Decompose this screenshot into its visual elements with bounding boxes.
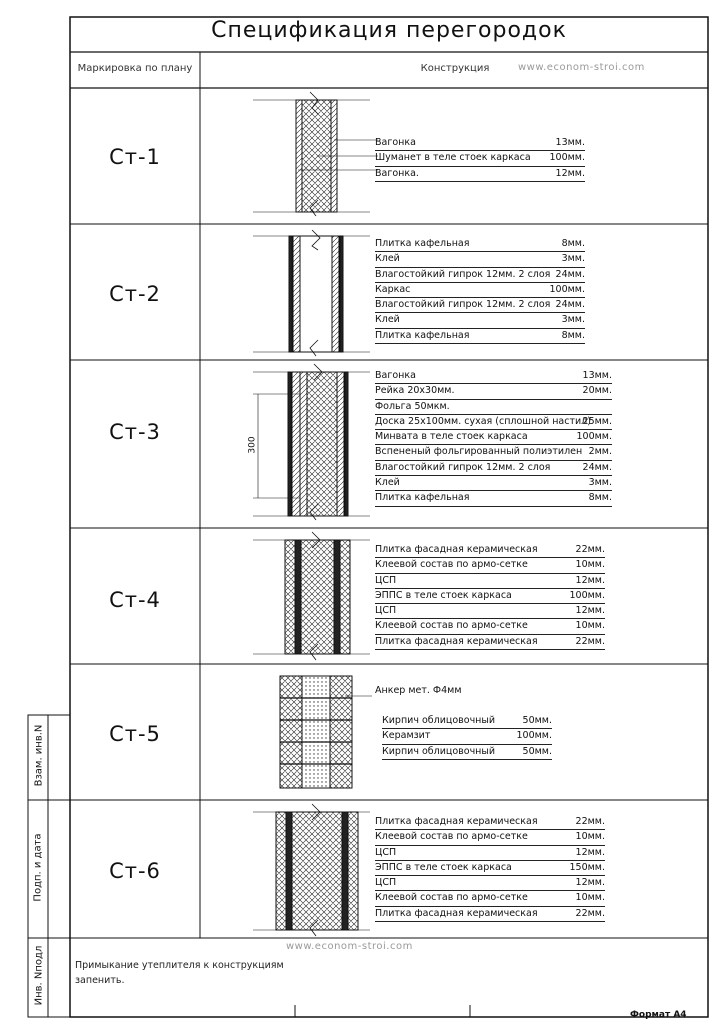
section-st6 xyxy=(253,804,370,936)
layer-row xyxy=(375,252,585,267)
anchor-label: Анкер мет. Ф4мм xyxy=(375,685,462,696)
layer-name: Клей xyxy=(375,253,400,265)
layer-row xyxy=(375,861,605,876)
layer-thickness: 50мм. xyxy=(522,715,552,726)
layer-row xyxy=(375,891,605,906)
layer-thickness: 3мм. xyxy=(588,477,612,489)
dimension-label: 300 xyxy=(247,436,258,454)
layer-row xyxy=(375,876,605,891)
wall-code-st3: Ст-3 xyxy=(109,420,161,444)
layer-thickness: 100мм. xyxy=(576,431,612,443)
layer-name: ЦСП xyxy=(375,605,397,617)
layer-thickness: 100мм. xyxy=(569,589,605,601)
layer-name: Вагонка xyxy=(375,137,416,148)
layer-name: Плитка фасадная керамическая xyxy=(375,816,538,827)
layer-thickness: 12мм. xyxy=(555,167,585,179)
layer-thickness: 20мм. xyxy=(582,385,612,397)
layer-thickness: 12мм. xyxy=(575,574,605,586)
footer-note: Примыкание утеплителя к конструкциям запенить. xyxy=(75,960,284,986)
layer-name: Фольга 50мкм. xyxy=(375,400,450,412)
layer-row xyxy=(375,283,585,298)
watermark-top: www.econom-stroi.com xyxy=(518,62,645,73)
layer-thickness: 3мм. xyxy=(561,253,585,265)
layer-row xyxy=(375,400,612,415)
layer-name: Вагонка. xyxy=(375,167,419,179)
layer-name: Плитка кафельная xyxy=(375,329,470,341)
wall-code-st6: Ст-6 xyxy=(109,859,161,883)
layer-row xyxy=(375,543,605,558)
column-header-marking: Маркировка по плану xyxy=(77,63,193,74)
layer-name: Кирпич облицовочный xyxy=(382,745,496,757)
layer-name: Клеевой состав по армо-сетке xyxy=(375,831,528,843)
section-st2 xyxy=(253,230,370,356)
stamp-label-sign-date: Подп. и дата xyxy=(32,833,44,902)
layer-name: Вагонка xyxy=(375,370,416,381)
layer-name: ЭППС в теле стоек каркаса xyxy=(375,861,512,873)
layers-st2 xyxy=(375,237,585,344)
layer-row xyxy=(375,635,605,650)
layer-name: ЦСП xyxy=(375,574,397,586)
layer-row xyxy=(375,907,605,922)
layer-row xyxy=(375,151,585,166)
section-st1 xyxy=(253,92,378,216)
wall-code-st4: Ст-4 xyxy=(109,588,161,612)
layer-row xyxy=(375,329,585,344)
layer-thickness: 13мм. xyxy=(582,370,612,381)
layer-row xyxy=(375,445,612,460)
layer-thickness: 150мм. xyxy=(569,861,605,873)
layer-name: Кирпич облицовочный xyxy=(382,715,496,726)
layer-row xyxy=(375,237,585,252)
layer-thickness: 22мм. xyxy=(575,816,605,827)
layer-name: Клей xyxy=(375,477,400,489)
layer-thickness: 3мм. xyxy=(561,314,585,326)
layer-name: Каркас xyxy=(375,283,411,295)
layer-name: Плитка фасадная керамическая xyxy=(375,544,538,555)
layer-row xyxy=(375,298,585,313)
layer-name: Клеевой состав по армо-сетке xyxy=(375,892,528,904)
layer-name: Рейка 20х30мм. xyxy=(375,385,455,397)
layer-thickness: 100мм. xyxy=(549,283,585,295)
page-title: Спецификация перегородок xyxy=(211,18,567,43)
layer-thickness: 100мм. xyxy=(549,152,585,164)
layer-row xyxy=(375,167,585,182)
layer-name: Керамзит xyxy=(382,730,431,742)
layer-thickness: 13мм. xyxy=(555,137,585,148)
layers-st5 xyxy=(382,714,552,760)
wall-code-st2: Ст-2 xyxy=(109,282,161,306)
layer-row xyxy=(375,415,612,430)
section-st4 xyxy=(253,532,370,660)
layer-thickness: 24мм. xyxy=(555,299,585,311)
layer-thickness: 100мм. xyxy=(516,730,552,742)
layer-name: ЦСП xyxy=(375,846,397,858)
layer-row xyxy=(375,430,612,445)
layers-st3 xyxy=(375,369,612,507)
layer-row xyxy=(382,745,552,760)
layer-row xyxy=(375,558,605,573)
layer-thickness: 22мм. xyxy=(575,635,605,647)
layer-row xyxy=(375,491,612,506)
layers-st6 xyxy=(375,815,605,922)
layer-thickness: 12мм. xyxy=(575,846,605,858)
layer-thickness: 10мм. xyxy=(575,892,605,904)
layer-row xyxy=(375,589,605,604)
wall-code-st1: Ст-1 xyxy=(109,145,161,169)
layer-thickness: 22мм. xyxy=(575,544,605,555)
layers-st1 xyxy=(375,136,585,182)
layer-row xyxy=(375,384,612,399)
layer-name: Влагостойкий гипрок 12мм. 2 слоя xyxy=(375,461,551,473)
layer-row xyxy=(375,574,605,589)
layer-name: Плитка фасадная керамическая xyxy=(375,907,538,919)
layer-name: Клеевой состав по армо-сетке xyxy=(375,620,528,632)
layer-name: Доска 25х100мм. сухая (сплошной настил) xyxy=(375,415,591,427)
layer-row xyxy=(375,604,605,619)
layer-thickness: 8мм. xyxy=(561,238,585,249)
layer-name: Шуманет в теле стоек каркаса xyxy=(375,152,531,164)
wall-code-st5: Ст-5 xyxy=(109,722,161,746)
layer-row xyxy=(375,830,605,845)
layer-thickness: 12мм. xyxy=(575,877,605,889)
layer-row xyxy=(375,268,585,283)
layer-thickness: 10мм. xyxy=(575,620,605,632)
layer-thickness: 50мм. xyxy=(522,745,552,757)
section-st3 xyxy=(253,364,370,520)
layer-name: ЭППС в теле стоек каркаса xyxy=(375,589,512,601)
layer-thickness: 8мм. xyxy=(588,492,612,504)
layer-row xyxy=(382,729,552,744)
layer-thickness: 24мм. xyxy=(582,461,612,473)
layer-name: Вспененый фольгированный полиэтилен xyxy=(375,446,583,458)
layer-row xyxy=(375,461,612,476)
layer-row xyxy=(375,476,612,491)
layers-st4 xyxy=(375,543,605,650)
layer-name: ЦСП xyxy=(375,877,397,889)
layer-thickness: 8мм. xyxy=(561,329,585,341)
layer-thickness: 22мм. xyxy=(575,907,605,919)
layer-thickness: 12мм. xyxy=(575,605,605,617)
layer-thickness: 25мм. xyxy=(582,415,612,427)
layer-row xyxy=(375,846,605,861)
layer-thickness: 10мм. xyxy=(575,559,605,571)
layer-name: Влагостойкий гипрок 12мм. 2 слоя xyxy=(375,299,551,311)
layer-thickness: 2мм. xyxy=(588,446,612,458)
layer-row xyxy=(382,714,552,729)
stamp-label-replaced-inv: Взам. инв.N xyxy=(33,724,45,787)
layer-thickness: 24мм. xyxy=(555,268,585,280)
layer-name: Клей xyxy=(375,314,400,326)
layer-name: Плитка фасадная керамическая xyxy=(375,635,538,647)
layer-name: Минвата в теле стоек каркаса xyxy=(375,431,528,443)
stamp-label-inv-orig: Инв. Nподл xyxy=(33,945,45,1006)
layer-row xyxy=(375,369,612,384)
layer-name: Плитка кафельная xyxy=(375,238,470,249)
layer-row xyxy=(375,815,605,830)
layer-thickness: 10мм. xyxy=(575,831,605,843)
format-label: Формат А4 xyxy=(630,1010,687,1020)
section-st5 xyxy=(280,676,372,788)
layer-name: Клеевой состав по армо-сетке xyxy=(375,559,528,571)
layer-name: Плитка кафельная xyxy=(375,492,470,504)
layer-row xyxy=(375,136,585,151)
layer-name: Влагостойкий гипрок 12мм. 2 слоя xyxy=(375,268,551,280)
column-header-construction: Конструкция xyxy=(420,63,490,74)
layer-row xyxy=(375,313,585,328)
layer-row xyxy=(375,619,605,634)
watermark-bottom: www.econom-stroi.com xyxy=(286,941,413,952)
